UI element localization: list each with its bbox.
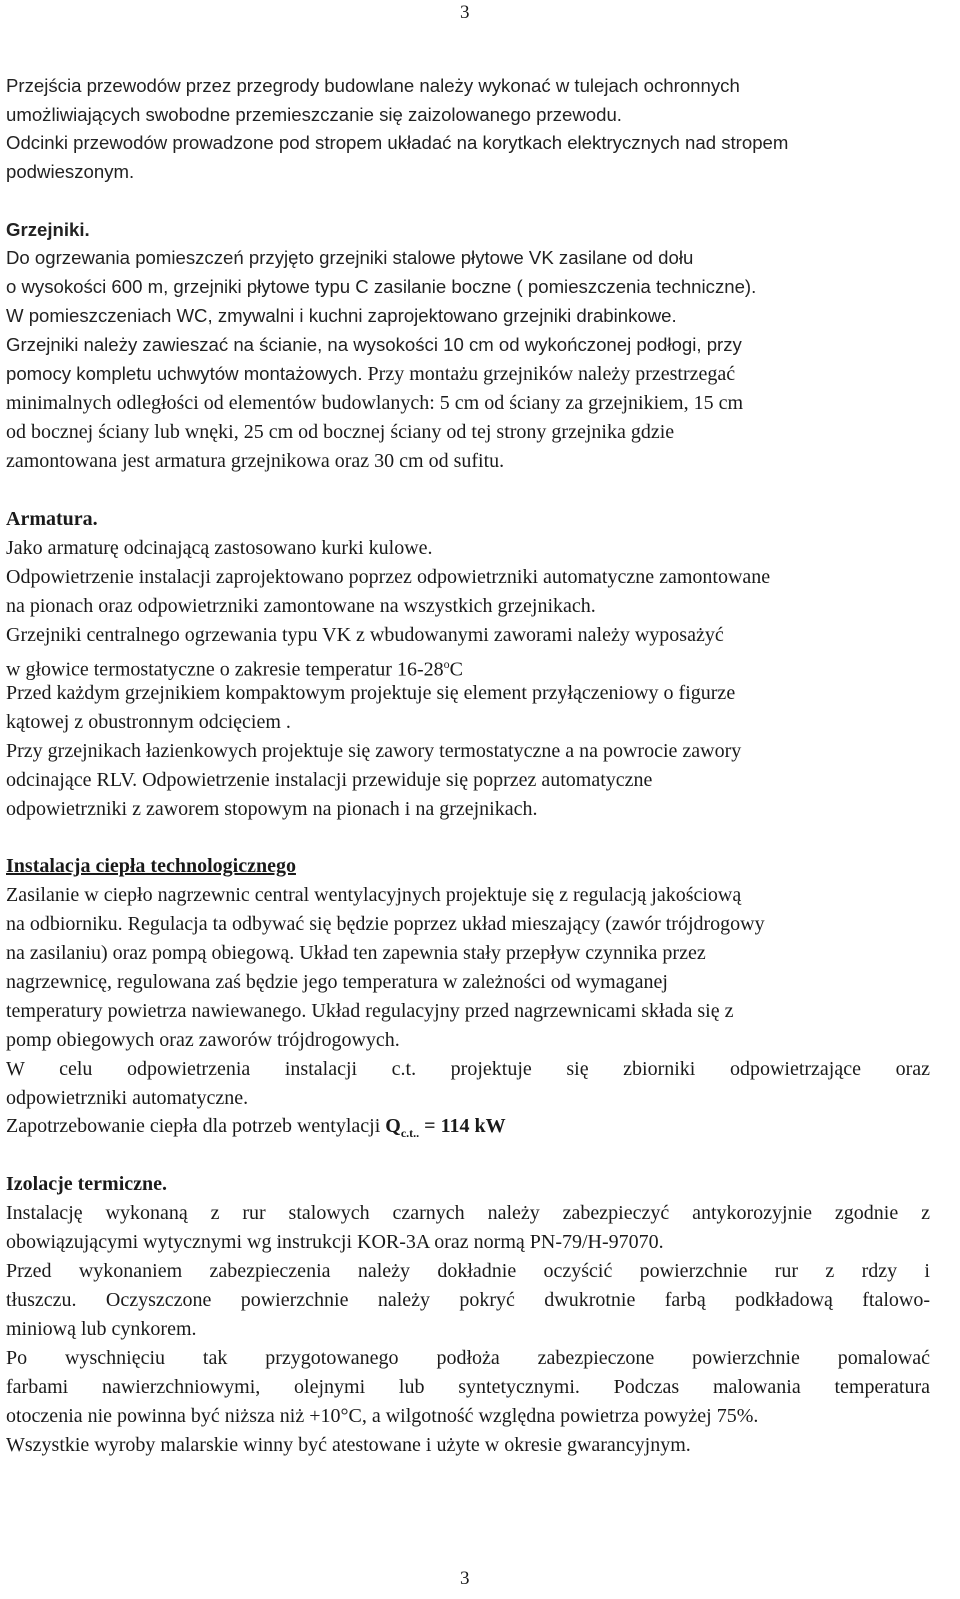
text-segment: Zapotrzebowanie ciepła dla potrzeb wentylacji [6,1115,386,1137]
paragraph-line: Przed każdym grzejnikiem kompaktowym projektuje się element przyłączeniowy o figurze [6,682,736,704]
paragraph-line-justified: Instalację wykonaną z rur stalowych czarnych należy zabezpieczyć antykorozyjnie zgodnie z [6,1202,930,1224]
page-number-top: 3 [460,2,470,23]
paragraph-line: Przejścia przewodów przez przegrody budowlane należy wykonać w tulejach ochronnych [6,75,740,96]
paragraph-line: odpowietrzniki automatyczne. [6,1087,249,1109]
text-segment: Przy montażu grzejników należy przestrzegać [362,363,736,385]
heat-demand-line [6,1114,506,1145]
page-number-bottom: 3 [460,1568,470,1589]
paragraph-line: Przy grzejnikach łazienkowych projektuje się zawory termostatyczne a na powrocie zawory [6,740,742,762]
paragraph-line: Do ogrzewania pomieszczeń przyjęto grzejniki stalowe płytowe VK zasilane od dołu [6,247,694,268]
paragraph-line: Grzejniki centralnego ogrzewania typu VK z wbudowanymi zaworami należy wyposażyć [6,624,724,646]
paragraph-line: odpowietrzniki z zaworem stopowym na pionach i na grzejnikach. [6,798,538,820]
heat-demand-value: = 114 kW [419,1115,506,1137]
paragraph-line: obowiązującymi wytycznymi wg instrukcji KOR-3A oraz normą PN-79/H-97070. [6,1231,664,1253]
section-heading: Izolacje termiczne. [6,1173,168,1195]
paragraph-line: zamontowana jest armatura grzejnikowa oraz 30 cm od sufitu. [6,450,505,472]
paragraph-line: o wysokości 600 m, grzejniki płytowe typu C zasilanie boczne ( pomieszczenia techniczne). [6,276,757,297]
section-heading: Instalacja ciepła technologicznego [6,855,296,877]
degree-superscript: o [443,657,450,671]
heat-demand-symbol: Q [385,1115,401,1137]
paragraph-line: Grzejniki należy zawieszać na ścianie, na wysokości 10 cm od wykończonej podłogi, przy [6,334,742,355]
paragraph-line-mixed [6,362,735,387]
section-heading: Armatura. [6,508,98,530]
paragraph-line-temperature [6,652,463,682]
paragraph-line: Wszystkie wyroby malarskie winny być atestowane i użyte w okresie gwarancyjnym. [6,1434,691,1456]
paragraph-line: nagrzewnicę, regulowana zaś będzie jego temperatura w zależności od wymaganej [6,971,668,993]
text-segment: w głowice termostatyczne o zakresie temperatur 16-28 [6,658,444,681]
text-segment: C [449,658,463,681]
paragraph-line-justified: tłuszczu. Oczyszczone powierzchnie należy pokryć dwukrotnie farbą podkładową ftalowo- [6,1289,930,1311]
paragraph-line-justified: farbami nawierzchniowymi, olejnymi lub syntetycznymi. Podczas malowania temperatura [6,1376,930,1398]
paragraph-line: od bocznej ściany lub wnęki, 25 cm od bocznej ściany od tej strony grzejnika gdzie [6,421,675,443]
paragraph-line: Zasilanie w ciepło nagrzewnic central wentylacyjnych projektuje się z regulacją jakościową [6,884,742,906]
paragraph-line: pomp obiegowych oraz zaworów trójdrogowych. [6,1029,400,1051]
paragraph-line: na pionach oraz odpowietrzniki zamontowane na wszystkich grzejnikach. [6,595,596,617]
paragraph-line: kątowej z obustronnym odcięciem . [6,711,291,733]
paragraph-line: miniową lub cynkorem. [6,1318,197,1340]
paragraph-line-justified: Przed wykonaniem zabezpieczenia należy dokładnie oczyścić powierzchnie rur z rdzy i [6,1260,930,1282]
paragraph-line: Odpowietrzenie instalacji zaprojektowano poprzez odpowietrzniki automatyczne zamontowane [6,566,771,588]
paragraph-line: podwieszonym. [6,161,135,182]
paragraph-line: umożliwiających swobodne przemieszczanie się zaizolowanego przewodu. [6,104,622,125]
paragraph-line-justified: W celu odpowietrzenia instalacji c.t. projektuje się zbiorniki odpowietrzające oraz [6,1058,930,1080]
paragraph-line: na zasilaniu) oraz pompą obiegową. Układ ten zapewnia stały przepływ czynnika przez [6,942,706,964]
section-heading: Grzejniki. [6,219,90,240]
paragraph-line: na odbiorniku. Regulacja ta odbywać się będzie poprzez układ mieszający (zawór trójdrogowy [6,913,765,935]
paragraph-line: Odcinki przewodów prowadzone pod stropem układać na korytkach elektrycznych nad stropem [6,132,789,153]
paragraph-line-justified: Po wyschnięciu tak przygotowanego podłoża zabezpieczone powierzchnie pomalować [6,1347,930,1369]
text-segment: pomocy kompletu uchwytów montażowych. [6,363,363,384]
paragraph-line: minimalnych odległości od elementów budowlanych: 5 cm od ściany za grzejnikiem, 15 cm [6,392,744,414]
heat-demand-subscript: c.t.. [400,1126,420,1140]
paragraph-line: Jako armaturę odcinającą zastosowano kurki kulowe. [6,537,433,559]
paragraph-line: otoczenia nie powinna być niższa niż +10°C, a wilgotność względna powietrza powyżej 75%. [6,1405,759,1427]
paragraph-line: odcinające RLV. Odpowietrzenie instalacji przewiduje się poprzez automatyczne [6,769,653,791]
paragraph-line: temperatury powietrza nawiewanego. Układ regulacyjny przed nagrzewnicami składa się z [6,1000,734,1022]
paragraph-line: W pomieszczeniach WC, zmywalni i kuchni zaprojektowano grzejniki drabinkowe. [6,305,677,326]
